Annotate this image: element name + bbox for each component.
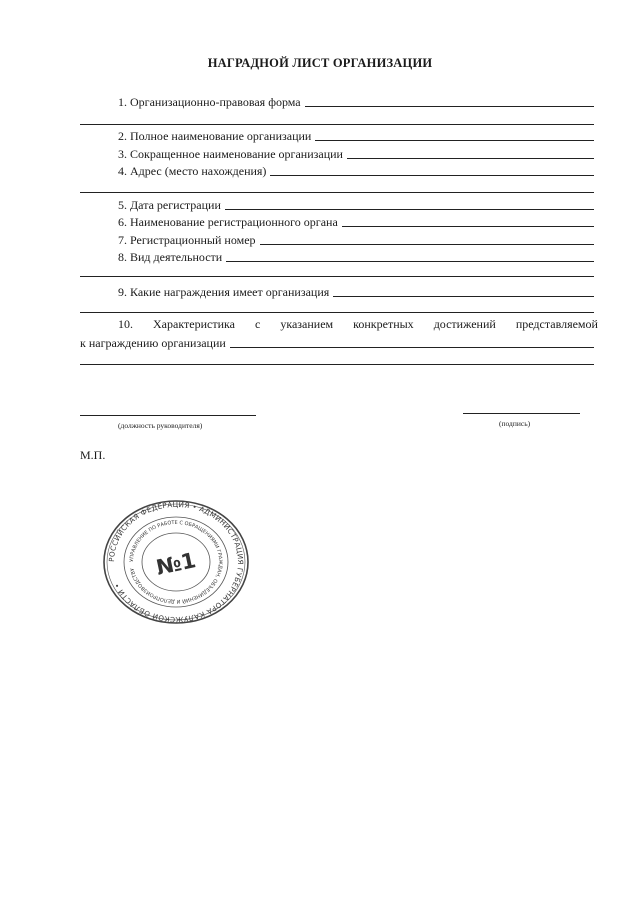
field-address [118,165,594,178]
field-label: 9. Какие награждения имеет организация [118,285,330,299]
field-label: 3. Сокращенное наименование организации [118,147,343,161]
field-characteristics [80,337,594,350]
fill-line[interactable] [333,295,594,297]
field-registration-date [118,199,594,212]
seal-ring-text: РОССИЙСКАЯ ФЕДЕРАЦИЯ • АДМИНИСТРАЦИЯ ГУБЕРНАТОРА КАЛУЖСКОЙ ОБЛАСТИ • [106,500,246,625]
fill-line[interactable] [226,260,594,262]
fill-line[interactable] [225,208,594,210]
seal-inner-text: УПРАВЛЕНИЕ ПО РАБОТЕ С ОБРАЩЕНИЯМИ ГРАЖДАН, ОБЪЕДИНЕНИЙ И ДЕЛОПРОИЗВОДСТВУ [128,519,224,605]
word: указанием [280,317,334,331]
field-label: 8. Вид деятельности [118,250,223,264]
field-legal-form [118,96,594,109]
field-characteristics-heading [118,318,598,331]
word: представляемой [515,317,598,331]
field-short-name [118,148,594,161]
field-label: 7. Регистрационный номер [118,233,256,247]
field-label: к награждению организации [80,336,226,350]
signature-line[interactable] [463,413,580,414]
field-label: 2. Полное наименование организации [118,129,312,143]
field-label: 5. Дата регистрации [118,198,221,212]
word: с [254,317,261,331]
field-activity-type [118,251,594,264]
field-awards [118,286,594,299]
word: достижений [433,317,496,331]
field-label: 6. Наименование регистрационного органа [118,215,338,229]
fill-line[interactable] [315,139,594,141]
fill-line[interactable] [305,105,594,107]
field-label: 4. Адрес (место нахождения) [118,164,267,178]
position-line[interactable] [80,415,256,416]
field-registration-number [118,234,594,247]
field-label: 1. Организационно-правовая форма [118,95,301,109]
fill-line[interactable] [260,243,594,245]
page-title: НАГРАДНОЙ ЛИСТ ОРГАНИЗАЦИИ [207,56,433,70]
fill-line[interactable] [270,174,594,176]
field-registration-authority [118,216,594,229]
fill-line[interactable] [230,346,594,348]
signature-caption: (подпись) [499,419,531,428]
word: Характеристика [153,317,235,331]
continuation-line[interactable] [80,364,594,365]
field-full-name [118,130,594,143]
seal-place-label: М.П. [80,448,106,462]
continuation-line[interactable] [80,276,594,277]
word: конкретных [353,317,414,331]
word: 10. [118,317,133,331]
seal-number: №1 [153,548,199,580]
position-caption: (должность руководителя) [118,421,203,430]
continuation-line[interactable] [80,192,594,193]
organization-seal [102,500,250,625]
fill-line[interactable] [342,225,594,227]
continuation-line[interactable] [80,124,594,125]
fill-line[interactable] [347,157,594,159]
continuation-line[interactable] [80,312,594,313]
